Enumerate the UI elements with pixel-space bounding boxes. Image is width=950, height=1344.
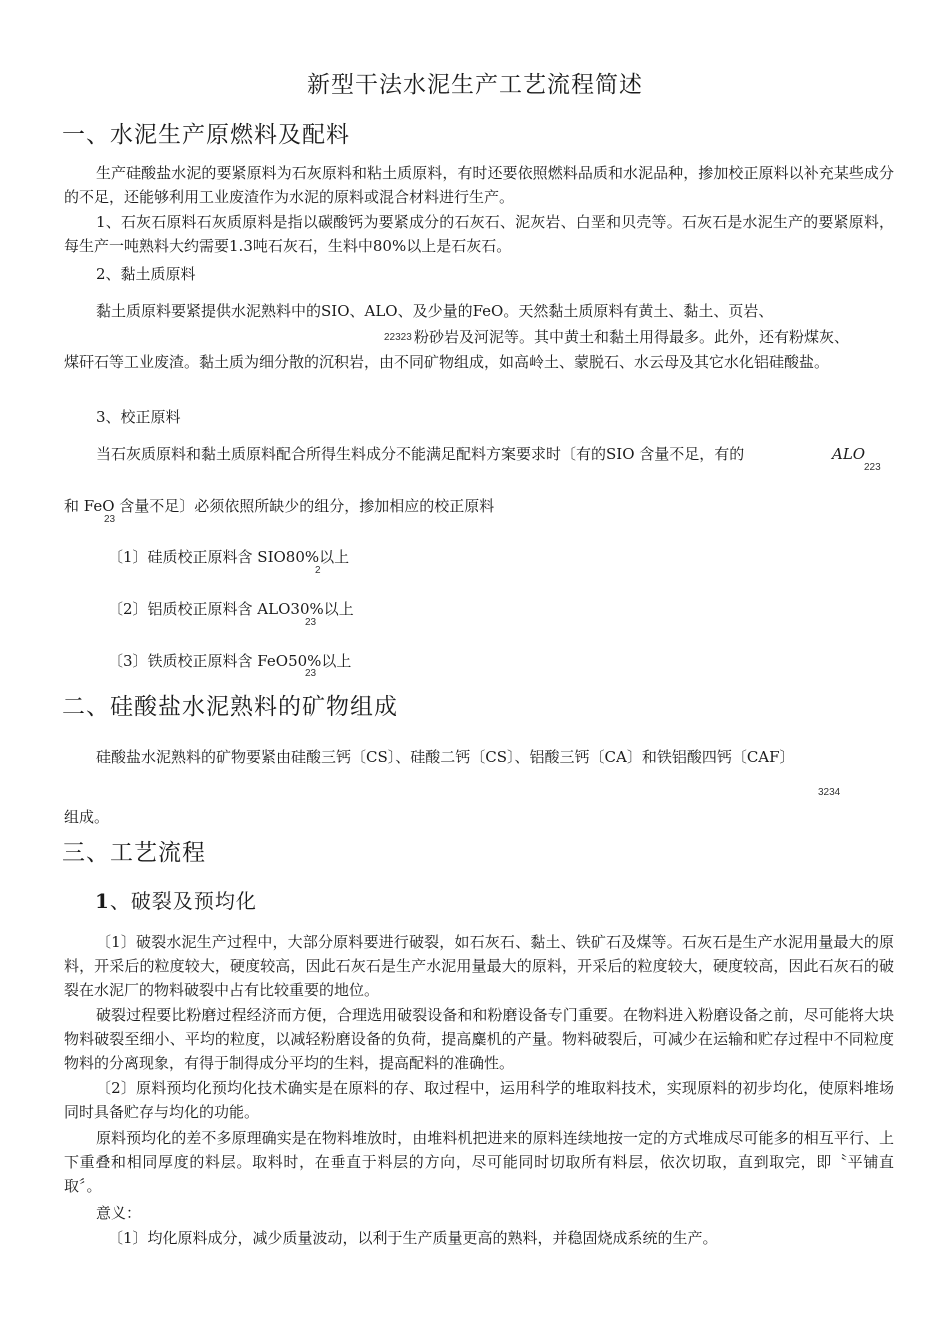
clinker-minerals-subscript: 3234 (818, 787, 841, 798)
raw-material-item-3-heading: 3、校正原料 (96, 408, 181, 426)
crushing-economics-paragraph: 破裂过程要比粉磨过程经济而方便，合理选用破裂设备和和粉磨设备专门重要。在物料进入粉磨设备之前，尽可能将大块物料破裂至细小、平均的粒度，以减轻粉磨设备的负荷，提高麋机的产量。物料破裂后，可减少在运输和贮存过程中不同粒度物料的分离现象，有得于制得成分平均的生料，提高配料的准确性。 (64, 1006, 894, 1072)
section-1-heading: 一、水泥生产原燃料及配料 (62, 122, 350, 148)
clay-paragraph-rest: 煤矸石等工业废渣。黏土质为细分散的沉积岩，由不同矿物组成，如高岭土、蒙脱石、水云母及其它水化铝硅酸盐。 (64, 353, 830, 371)
clay-paragraph-line-1: 黏土质原料要紧提供水泥熟料中的SIO、ALO、及少量的FeO。天然黏土质原料有黄土、黏土、页岩、 (96, 302, 774, 320)
prehomogenization-paragraph: 〔2〕原料预均化预均化技术确实是在原料的存、取过程中，运用科学的堆取料技术，实现原料的初步均化，使原料堆场同时具备贮存与均化的功能。 (64, 1079, 894, 1121)
significance-label: 意义： (96, 1204, 142, 1222)
prehomogenization-principle-paragraph: 原料预均化的差不多原理确实是在物料堆放时，由堆料机把进来的原料连续地按一定的方式堆成尽可能多的相互平行、上下重叠和相同厚度的料层。取料时，在垂直于料层的方向，尽可能同时切取所有料层，依次切取，直到取完，即〝平铺直取〞。 (64, 1129, 894, 1195)
clay-paragraph-line-2: 粉砂岩及河泥等。其中黄土和黏土用得最多。此外，还有粉煤灰、 (414, 328, 850, 346)
corrective-list-item-2: 〔2〕铝质校正原料含 ALO30%以上 (108, 600, 354, 618)
subsection-1-number: 1 (95, 889, 110, 913)
corrective-list-item-3: 〔3〕铁质校正原料含 FeO50%以上 (108, 652, 352, 670)
document-title: 新型干法水泥生产工艺流程简述 (307, 72, 643, 98)
significance-item-1: 〔1〕均化原料成分，减少质量波动，以利于生产质量更高的熟料，并稳固烧成系统的生产。 (108, 1229, 718, 1247)
corrective-list-item-1-subscript: 2 (315, 565, 321, 576)
corrective-subscript-1: 223 (864, 462, 881, 473)
corrective-paragraph-line-1: 当石灰质原料和黏土质原料配合所得生料成分不能满足配料方案要求时〔有的SIO 含量不足，有的 (96, 445, 745, 463)
raw-material-item-1: 1、石灰石原料石灰质原料是指以碳酸钙为要紧成分的石灰石、泥灰岩、白垩和贝壳等。石灰石是水泥生产的要紧原料，每生产一吨熟料大约需要1.3吨石灰石，生料中80%以上是石灰石。 (64, 213, 894, 255)
crushing-paragraph: 〔1〕破裂水泥生产过程中，大部分原料要进行破裂，如石灰石、黏土、铁矿石及煤等。石灰石是生产水泥用量最大的原料，开采后的粒度较大，硬度较高，因此石灰石是生产水泥用量最大的原料，开采后的粒度较大，硬度较高，因此石灰石的破裂在水泥厂的物料破裂中占有比较重要的地位。 (64, 933, 894, 999)
corrective-paragraph-line-2: 和 FeO 含量不足〕必须依照所缺少的组分，掺加相应的校正原料 (64, 497, 495, 515)
corrective-subscript-2: 23 (104, 514, 116, 525)
corrective-list-item-2-subscript: 23 (305, 617, 317, 628)
section-1-intro: 生产硅酸盐水泥的要紧原料为石灰原料和粘土质原料，有时还要依照燃料品质和水泥品种，掺加校正原料以补充某些成分的不足，还能够利用工业废渣作为水泥的原料或混合材料进行生产。 (64, 164, 894, 206)
section-2-heading: 二、硅酸盐水泥熟料的矿物组成 (62, 694, 398, 720)
clay-subscript-digits: 22323 (384, 332, 412, 343)
subsection-1-heading (95, 885, 257, 914)
corrective-list-item-3-subscript: 23 (305, 668, 317, 679)
section-3-heading: 三、工艺流程 (62, 840, 206, 866)
clinker-minerals-paragraph: 硅酸盐水泥熟料的矿物要紧由硅酸三钙〔CS〕、硅酸二钙〔CS〕、铝酸三钙〔CA〕和铁铝酸四钙〔CAF〕 (96, 748, 795, 766)
clinker-minerals-tail: 组成。 (64, 808, 110, 826)
subsection-1-title: 、破裂及预均化 (109, 889, 257, 913)
corrective-list-item-1: 〔1〕硅质校正原料含 SIO80%以上 (108, 548, 350, 566)
corrective-alo-formula: ALO (832, 445, 866, 463)
raw-material-item-2-heading: 2、黏土质原料 (96, 265, 196, 283)
